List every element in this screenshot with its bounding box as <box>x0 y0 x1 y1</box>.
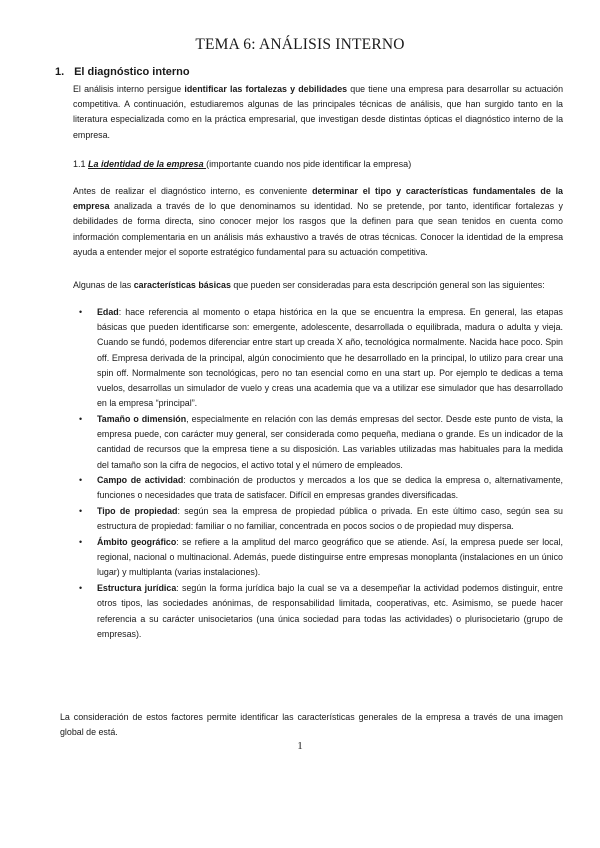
bullet-icon: • <box>79 475 83 486</box>
list-item <box>79 412 563 473</box>
list-item <box>79 473 563 503</box>
p3-bold: características básicas <box>133 280 231 290</box>
subsection-title: La identidad de la empresa <box>88 159 207 169</box>
list-item <box>79 305 563 411</box>
list-item-term: Edad <box>97 307 119 317</box>
p2-text-1: Antes de realizar el diagnóstico interno, es conveniente <box>73 186 313 196</box>
p2-bold: determinar el tipo y características fundamentales de la empresa <box>73 186 563 212</box>
intro-paragraph <box>73 82 563 143</box>
list-item-text: : combinación de productos y mercados a los que se dedica la empresa o, alternativamente, funciones o necesidades que trata de satisfacer. Difícil en empresas grandes diversificadas. <box>97 475 563 501</box>
characteristics-intro <box>73 278 563 293</box>
closing-paragraph: La consideración de estos factores permite identificar las características generales de la empresa a través de una imagen global de está. <box>60 712 563 738</box>
bullet-icon: • <box>79 583 83 594</box>
list-item-term: Estructura jurídica <box>97 583 177 594</box>
bullet-icon: • <box>79 307 83 317</box>
p3-text-2: que pueden ser consideradas para esta descripción general son las siguientes: <box>230 280 545 290</box>
list-item-term: Campo de actividad <box>97 475 184 486</box>
bullet-icon: • <box>79 413 83 424</box>
identity-paragraph <box>73 184 563 260</box>
list-item <box>79 504 563 534</box>
list-item-term: Tipo de propiedad <box>97 506 178 517</box>
subsection-note: (importante cuando nos pide identificar la empresa) <box>206 159 412 169</box>
list-item-text: : hace referencia al momento o etapa histórica en la que se encuentra la empresa. En general, las etapas básicas que pueden identificarse son: emergente, adolescente, desarrollada o equilibrada, madura o adulta y vieja. Cuando se fundó, podemos diferenciar entre start up creada X año, tecnológica normalmente. Nacida hace poco. Spin off. Empresa derivada de la principal, algún conocimiento que he desarrollado en la principal, lo utilizo para crear una spin off. Normalmente son tecnológicas, pero no tan esencial como en una start up. Por ejemplo te dedicas a tema vuelos, desarrollas un simulador de vuelo y creas una academia que va a utilizar ese simulador que has desarrollado en la empresa “principal”. <box>97 307 563 409</box>
list-item <box>79 535 563 581</box>
bullet-icon: • <box>79 506 83 517</box>
subsection-number: 1.1 <box>73 159 86 169</box>
list-item-text: : según sea la empresa de propiedad pública o privada. En este último caso, según sea su estructura de propiedad: familiar o no familiar, concentrada en pocos socios o de propiedad muy dispersa. <box>97 506 563 532</box>
list-item <box>79 581 563 642</box>
page-title: TEMA 6: ANÁLISIS INTERNO <box>195 36 405 53</box>
list-item-term: Tamaño o dimensión <box>97 413 187 424</box>
list-item-text: : según la forma jurídica bajo la cual se va a desempeñar la actividad podemos distinguir, entre otros tipos, las sociedades anónimas, de responsabilidad limitada, cooperativas, etc. Asimismo, se puede hacer referencia a su carácter unisocietarios (una única sociedad para todas las actividades) o plurisocietario (grupo de empresas). <box>97 583 563 639</box>
bullet-icon: • <box>79 537 83 548</box>
p3-text-1: Algunas de las <box>73 280 134 290</box>
list-item-term: Ámbito geográfico <box>97 537 177 548</box>
list-item-text: : se refiere a la amplitud del marco geográfico que se atiende. Así, la empresa puede ser local, regional, nacional o multinacional. Además, puede distinguirse entre empresas monoplanta (instalaciones en un único lugar) y multiplanta (varias instalaciones). <box>97 537 563 578</box>
intro-text-2: que tiene una empresa para desarrollar su actuación competitiva. A continuación, estudiaremos algunas de las principales técnicas de análisis, que han surgido tanto en la literatura especializada como en la práctica empresarial, que investigan desde distintas ópticas el diagnóstico interno de la empresa. <box>73 84 563 140</box>
characteristics-list <box>79 305 563 642</box>
intro-text-1: El análisis interno persigue <box>73 84 185 94</box>
subsection-heading <box>73 159 411 169</box>
section-heading <box>55 66 190 78</box>
page-number: 1 <box>297 740 303 752</box>
intro-bold: identificar las fortalezas y debilidades <box>184 84 348 94</box>
section-title: El diagnóstico interno <box>74 66 190 78</box>
p2-text-2: analizada a través de lo que denominamos su identidad. No se pretende, por tanto, identificar fortalezas y debilidades de forma directa, sino conocer mejor los rasgos que la definen para que sean tenidos en cuenta como información complementaria en un análisis más exhaustivo a través de otras técnicas. Conocer la identidad de la empresa ayuda a entender mejor el soporte estratégico fundamental para su actuación competitiva. <box>73 201 563 257</box>
list-item-text: , especialmente en relación con las demás empresas del sector. Desde este punto de vista, la empresa puede, con carácter muy general, ser considerada como pequeña, mediana o grande. Es un indicador de la cantidad de recursos que la empresa tiene a su disposición. Las variables utilizadas mas habituales para la medida del tamaño son la cifra de negocios, el activo total y el número de empleados. <box>97 413 563 470</box>
section-number: 1. <box>55 66 65 78</box>
